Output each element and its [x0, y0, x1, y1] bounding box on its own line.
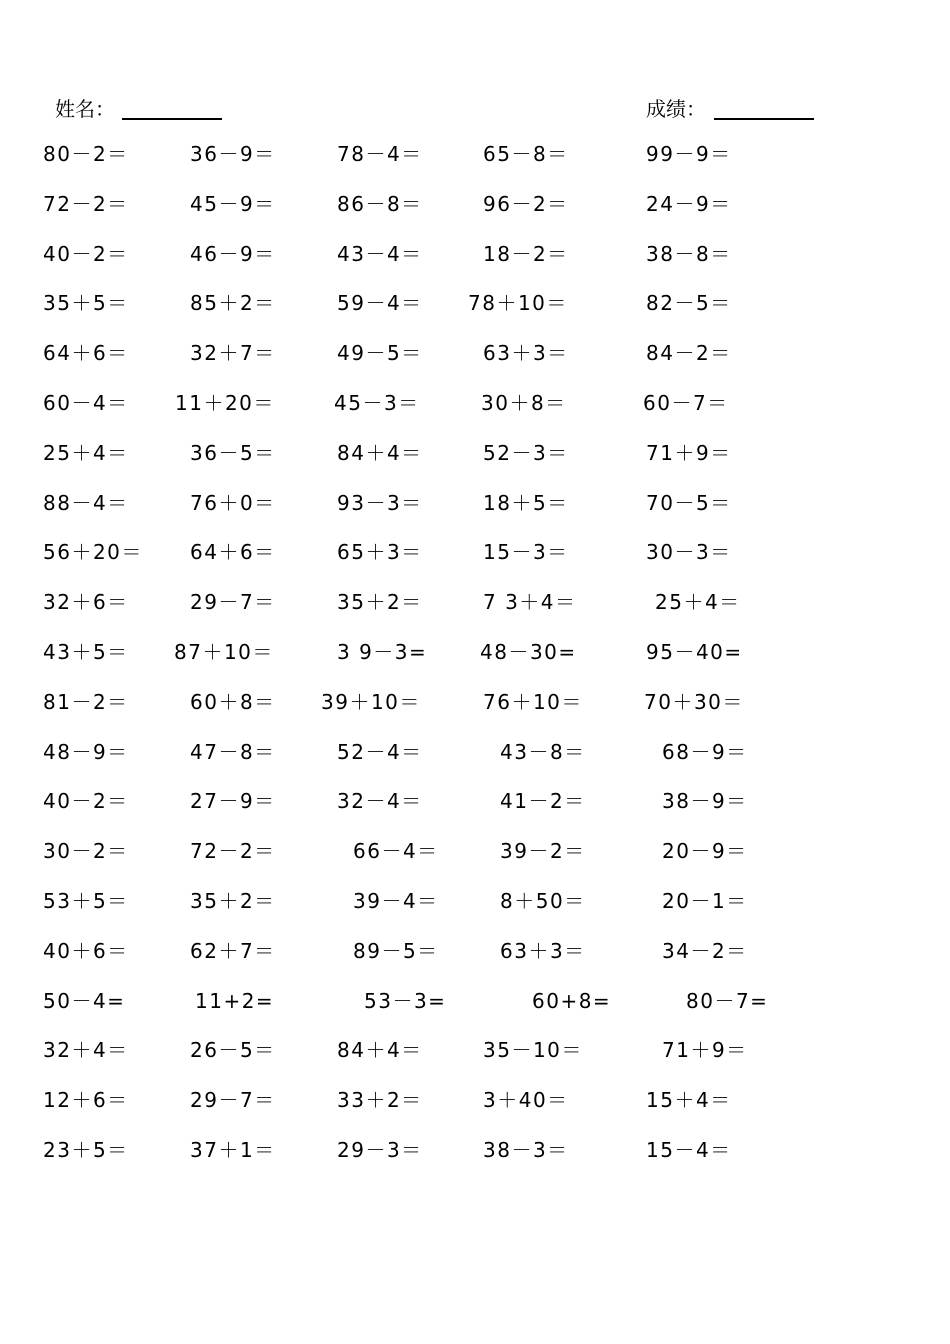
problem-item: 45－3＝	[334, 391, 420, 415]
problem-item: 35＋2＝	[190, 889, 276, 913]
problem-item: 15＋4＝	[646, 1088, 732, 1112]
problem-item: 43－4＝	[337, 242, 423, 266]
problem-item: 29－7＝	[190, 1088, 276, 1112]
problem-item: 76＋0＝	[190, 491, 276, 515]
problem-item: 3＋40＝	[483, 1088, 569, 1112]
problem-item: 63＋3＝	[483, 341, 569, 365]
problem-item: 30－2＝	[43, 839, 129, 863]
problem-item: 99－9＝	[646, 142, 732, 166]
problem-item: 27－9＝	[190, 789, 276, 813]
problem-item: 65－8＝	[483, 142, 569, 166]
problem-item: 29－3＝	[337, 1138, 423, 1162]
problem-item: 45－9＝	[190, 192, 276, 216]
problem-item: 89－5＝	[353, 939, 439, 963]
problem-item: 84－2＝	[646, 341, 732, 365]
problem-item: 26－5＝	[190, 1038, 276, 1062]
problem-item: 93－3＝	[337, 491, 423, 515]
problem-item: 46－9＝	[190, 242, 276, 266]
problem-item: 87＋10＝	[174, 640, 274, 664]
problem-item: 7 3＋4＝	[483, 590, 577, 614]
problem-item: 32＋4＝	[43, 1038, 129, 1062]
problem-item: 39＋10＝	[321, 690, 421, 714]
problem-item: 64＋6＝	[43, 341, 129, 365]
problem-item: 15－3＝	[483, 540, 569, 564]
name-blank[interactable]	[122, 118, 222, 120]
problem-item: 25＋4＝	[43, 441, 129, 465]
problem-item: 59－4＝	[337, 291, 423, 315]
problem-item: 52－3＝	[483, 441, 569, 465]
problem-item: 38－8＝	[646, 242, 732, 266]
problem-item: 53－3=	[364, 989, 447, 1013]
problem-item: 88－4＝	[43, 491, 129, 515]
problem-item: 86－8＝	[337, 192, 423, 216]
problem-item: 85＋2＝	[190, 291, 276, 315]
problem-item: 32＋6＝	[43, 590, 129, 614]
problem-item: 35－10＝	[483, 1038, 583, 1062]
problem-item: 12＋6＝	[43, 1088, 129, 1112]
problem-item: 11+2=	[195, 989, 275, 1013]
problem-item: 38－3＝	[483, 1138, 569, 1162]
problem-item: 38－9＝	[662, 789, 748, 813]
problem-item: 80－2＝	[43, 142, 129, 166]
problem-item: 78－4＝	[337, 142, 423, 166]
problem-item: 23＋5＝	[43, 1138, 129, 1162]
problem-item: 60＋8＝	[190, 690, 276, 714]
problem-item: 40－2＝	[43, 242, 129, 266]
problem-item: 48－30=	[480, 640, 577, 664]
problem-item: 62＋7＝	[190, 939, 276, 963]
problem-item: 71＋9＝	[662, 1038, 748, 1062]
problem-item: 34－2＝	[662, 939, 748, 963]
problem-item: 95－40=	[646, 640, 743, 664]
problem-item: 43＋5＝	[43, 640, 129, 664]
score-blank[interactable]	[714, 118, 814, 120]
problem-item: 66－4＝	[353, 839, 439, 863]
problem-item: 32＋7＝	[190, 341, 276, 365]
problem-item: 33＋2＝	[337, 1088, 423, 1112]
problem-item: 63＋3＝	[500, 939, 586, 963]
name-label: 姓名：	[55, 97, 115, 121]
problem-item: 71＋9＝	[646, 441, 732, 465]
problem-item: 8＋50＝	[500, 889, 586, 913]
problem-item: 60－4＝	[43, 391, 129, 415]
problem-item: 72－2＝	[190, 839, 276, 863]
problem-item: 40－2＝	[43, 789, 129, 813]
problem-item: 78＋10＝	[468, 291, 568, 315]
problem-item: 60－7＝	[643, 391, 729, 415]
problem-item: 76＋10＝	[483, 690, 583, 714]
problem-item: 70－5＝	[646, 491, 732, 515]
problem-item: 35＋5＝	[43, 291, 129, 315]
problem-item: 35＋2＝	[337, 590, 423, 614]
problem-item: 25＋4＝	[655, 590, 741, 614]
problem-item: 81－2＝	[43, 690, 129, 714]
problem-item: 24－9＝	[646, 192, 732, 216]
problem-item: 39－2＝	[500, 839, 586, 863]
problem-item: 3 9－3=	[337, 640, 428, 664]
problem-item: 48－9＝	[43, 740, 129, 764]
problem-item: 41－2＝	[500, 789, 586, 813]
problem-item: 52－4＝	[337, 740, 423, 764]
score-label: 成绩：	[646, 97, 706, 121]
problem-item: 64＋6＝	[190, 540, 276, 564]
problem-item: 50－4=	[43, 989, 126, 1013]
problem-item: 72－2＝	[43, 192, 129, 216]
problem-item: 11＋20＝	[175, 391, 275, 415]
problem-item: 60+8=	[532, 989, 612, 1013]
problem-item: 36－9＝	[190, 142, 276, 166]
problem-item: 39－4＝	[353, 889, 439, 913]
problem-item: 36－5＝	[190, 441, 276, 465]
problem-item: 82－5＝	[646, 291, 732, 315]
problem-item: 84＋4＝	[337, 441, 423, 465]
problem-item: 29－7＝	[190, 590, 276, 614]
problem-item: 53＋5＝	[43, 889, 129, 913]
problem-item: 18－2＝	[483, 242, 569, 266]
problem-item: 56＋20＝	[43, 540, 143, 564]
problem-item: 65＋3＝	[337, 540, 423, 564]
problem-item: 70＋30＝	[644, 690, 744, 714]
problem-item: 84＋4＝	[337, 1038, 423, 1062]
problem-item: 40＋6＝	[43, 939, 129, 963]
problem-item: 37＋1＝	[190, 1138, 276, 1162]
problem-item: 43－8＝	[500, 740, 586, 764]
problem-item: 30＋8＝	[481, 391, 567, 415]
problem-item: 68－9＝	[662, 740, 748, 764]
problem-item: 15－4＝	[646, 1138, 732, 1162]
problem-item: 18＋5＝	[483, 491, 569, 515]
problem-item: 20－9＝	[662, 839, 748, 863]
problem-item: 96－2＝	[483, 192, 569, 216]
problem-item: 32－4＝	[337, 789, 423, 813]
problem-item: 47－8＝	[190, 740, 276, 764]
problem-item: 30－3＝	[646, 540, 732, 564]
problem-item: 20－1＝	[662, 889, 748, 913]
problem-item: 80－7=	[686, 989, 769, 1013]
problem-item: 49－5＝	[337, 341, 423, 365]
